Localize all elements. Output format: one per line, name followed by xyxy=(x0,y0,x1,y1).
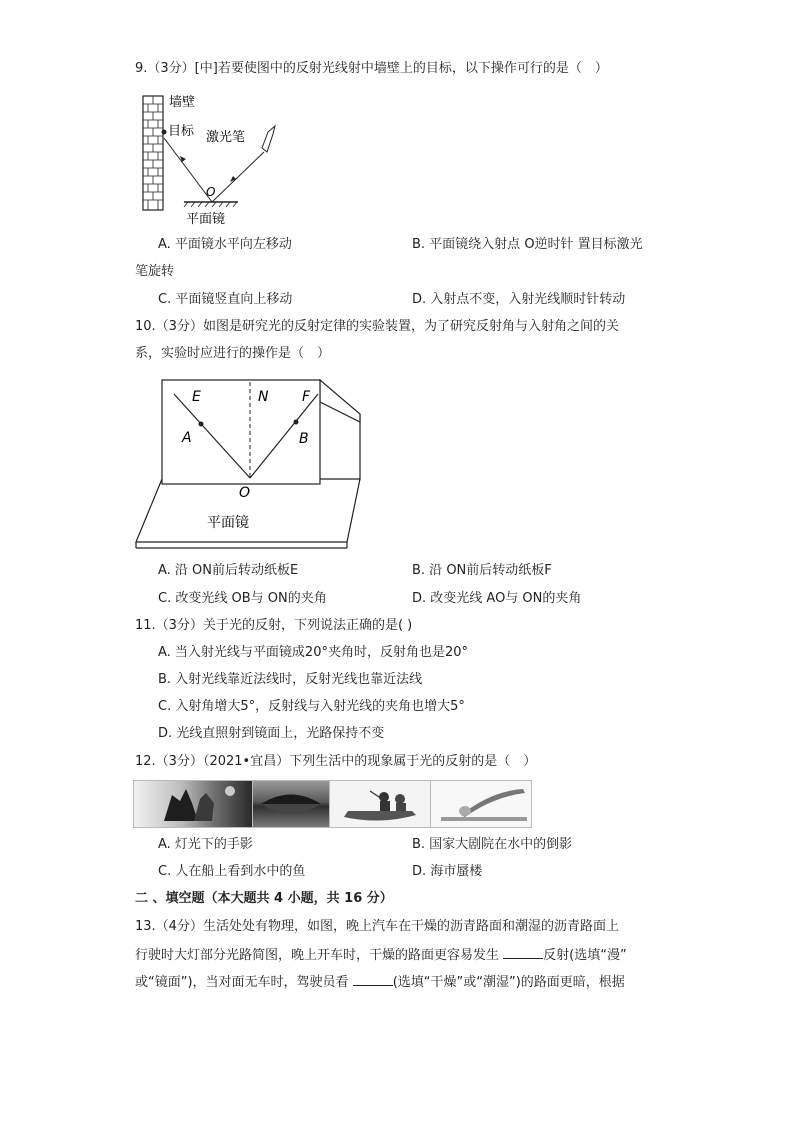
q9-stem: 9.（3分）[中]若要使图中的反射光线射中墙壁上的目标，以下操作可行的是（ ） xyxy=(135,61,608,76)
q10-option-c[interactable]: C. 改变光线 OB与 ON的夹角 xyxy=(158,591,327,606)
q12-photo-c xyxy=(329,780,431,828)
q9-option-b[interactable]: B. 平面镜绕入射点 O逆时针 置目标激光 xyxy=(412,237,643,252)
point-o-label: O xyxy=(206,185,216,199)
q9-figure xyxy=(140,92,300,230)
q12-photo-d xyxy=(430,780,532,828)
q12-option-d[interactable]: D. 海市蜃楼 xyxy=(412,864,483,879)
label-f: F xyxy=(302,389,311,405)
q9-option-b-cont: 笔旋转 xyxy=(135,264,175,279)
q10-option-b[interactable]: B. 沿 ON前后转动纸板F xyxy=(412,563,552,578)
target-label: 目标 xyxy=(168,124,195,139)
q9-option-c[interactable]: C. 平面镜竖直向上移动 xyxy=(158,292,293,307)
q12-photo-a xyxy=(133,780,253,828)
target-dot xyxy=(162,130,167,135)
label-n: N xyxy=(258,389,269,405)
q13-blank-2[interactable] xyxy=(353,972,393,986)
q9-option-d[interactable]: D. 入射点不变，入射光线顺时针转动 xyxy=(412,292,626,307)
q13-line1: 13.（4分）生活处处有物理，如图，晚上汽车在干燥的沥青路面和潮湿的沥青路面上 xyxy=(135,919,619,934)
q9-option-a[interactable]: A. 平面镜水平向左移动 xyxy=(158,237,292,252)
label-e: E xyxy=(192,389,201,405)
q11-option-a[interactable]: A. 当入射光线与平面镜成20°夹角时，反射角也是20° xyxy=(158,645,469,660)
label-a: A xyxy=(182,430,192,446)
q11-option-b[interactable]: B. 入射光线靠近法线时，反射光线也靠近法线 xyxy=(158,672,423,687)
q13-line2-b: 反射(选填“漫” xyxy=(543,948,627,963)
q10-stem-line2: 系，实验时应进行的操作是（ ） xyxy=(135,346,331,361)
q11-stem: 11.（3分）关于光的反射，下列说法正确的是( ) xyxy=(135,618,413,633)
laser-label: 激光笔 xyxy=(206,130,246,145)
q10-option-d[interactable]: D. 改变光线 AO与 ON的夹角 xyxy=(412,591,582,606)
q13-line3 xyxy=(135,972,625,992)
q10-option-a[interactable]: A. 沿 ON前后转动纸板E xyxy=(158,563,299,578)
q13-line2-a: 行驶时大灯部分光路简图，晚上开车时，干燥的路面更容易发生 xyxy=(135,948,504,963)
q12-option-a[interactable]: A. 灯光下的手影 xyxy=(158,837,253,852)
q12-option-c[interactable]: C. 人在船上看到水中的鱼 xyxy=(158,864,306,879)
section-2-title: 二 、填空题（本大题共 4 小题，共 16 分） xyxy=(135,891,393,906)
q11-option-c[interactable]: C. 入射角增大5°，反射线与入射光线的夹角也增大5° xyxy=(158,699,465,714)
q13-line3-b: (选填“干燥”或“潮湿”)的路面更暗，根据 xyxy=(392,975,625,990)
q13-line2 xyxy=(135,945,627,965)
mirror-label: 平面镜 xyxy=(186,212,226,227)
reflected-ray xyxy=(164,138,212,202)
q10-figure xyxy=(132,374,364,554)
laser-pen-shape xyxy=(262,126,275,152)
incident-ray xyxy=(212,152,264,202)
label-b: B xyxy=(299,431,309,447)
q10-stem-line1: 10.（3分）如图是研究光的反射定律的实验装置，为了研究反射角与入射角之间的关 xyxy=(135,319,619,334)
q12-option-b[interactable]: B. 国家大剧院在水中的倒影 xyxy=(412,837,573,852)
label-o: O xyxy=(239,485,251,501)
mirror-label: 平面镜 xyxy=(207,515,249,531)
q13-blank-1[interactable] xyxy=(503,945,543,959)
wall-label: 墙壁 xyxy=(169,95,196,110)
q12-photo-b xyxy=(252,780,330,828)
q12-stem: 12.（3分）（2021•宜昌）下列生活中的现象属于光的反射的是（ ） xyxy=(135,754,537,769)
q13-line3-a: 或“镜面”)，当对面无车时，驾驶员看 xyxy=(135,975,353,990)
q11-option-d[interactable]: D. 光线直照射到镜面上，光路保持不变 xyxy=(158,726,385,741)
